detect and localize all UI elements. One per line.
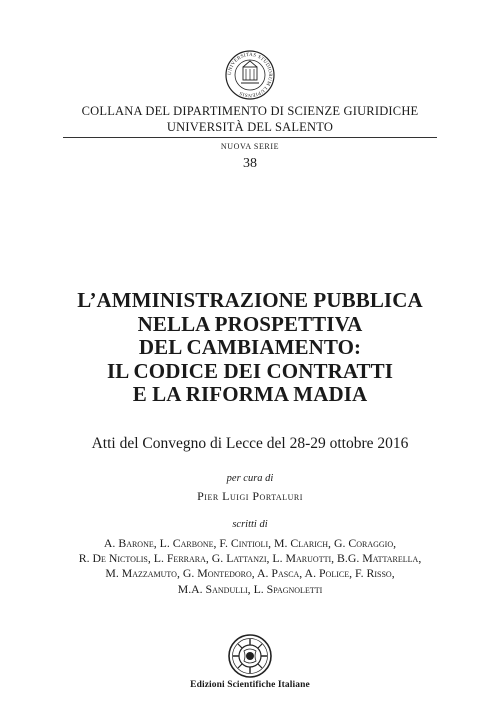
- title-line-1: L’AMMINISTRAZIONE PUBBLICA: [77, 288, 423, 312]
- series-number: 38: [243, 156, 257, 171]
- contributors-list: [0, 536, 500, 597]
- seal-text: UNIVERSITAS STUDIORUM LUPIENSIS: [227, 52, 273, 98]
- series-line-2: UNIVERSITÀ DEL SALENTO: [166, 120, 334, 134]
- contributors-line-3: M. Mazzamuto, G. Montedoro, A. Pasca, A. Police, F. Risso,: [105, 566, 395, 581]
- contributors-line-1: A. Barone, L. Carbone, F. Cintioli, M. Clarich, G. Coraggio,: [103, 536, 397, 550]
- editor-name: Pier Luigi Portaluri: [197, 489, 303, 503]
- header-rule: [63, 137, 437, 138]
- series-line-1: COLLANA DEL DIPARTIMENTO DI SCIENZE GIURIDICHE: [81, 104, 419, 118]
- curatorship-label: per cura di: [226, 473, 274, 484]
- esi-logo-icon: [227, 633, 273, 679]
- contributors-line-4: M.A. Sandulli, L. Spagnoletti: [177, 581, 323, 596]
- title-line-2: NELLA PROSPETTIVA: [137, 311, 363, 336]
- title-line-4: IL CODICE DEI CONTRATTI: [106, 358, 394, 383]
- title-line-3: DEL CAMBIAMENTO:: [138, 335, 362, 359]
- book-title: [0, 289, 500, 407]
- contributors-line-2: R. De Nictolis, L. Ferrara, G. Lattanzi, L. Maruotti, B.G. Mattarella,: [78, 551, 422, 566]
- nuova-serie-label: NUOVA SERIE: [220, 142, 280, 151]
- publisher-name: Edizioni Scientifiche Italiane: [190, 680, 310, 690]
- title-line-5: E LA RIFORMA MADIA: [132, 382, 368, 406]
- book-subtitle: Atti del Convegno di Lecce del 28-29 ottobre 2016: [91, 435, 409, 452]
- series-header: [0, 103, 500, 135]
- university-seal-icon: [225, 50, 275, 100]
- contributors-label: scritti di: [232, 519, 268, 530]
